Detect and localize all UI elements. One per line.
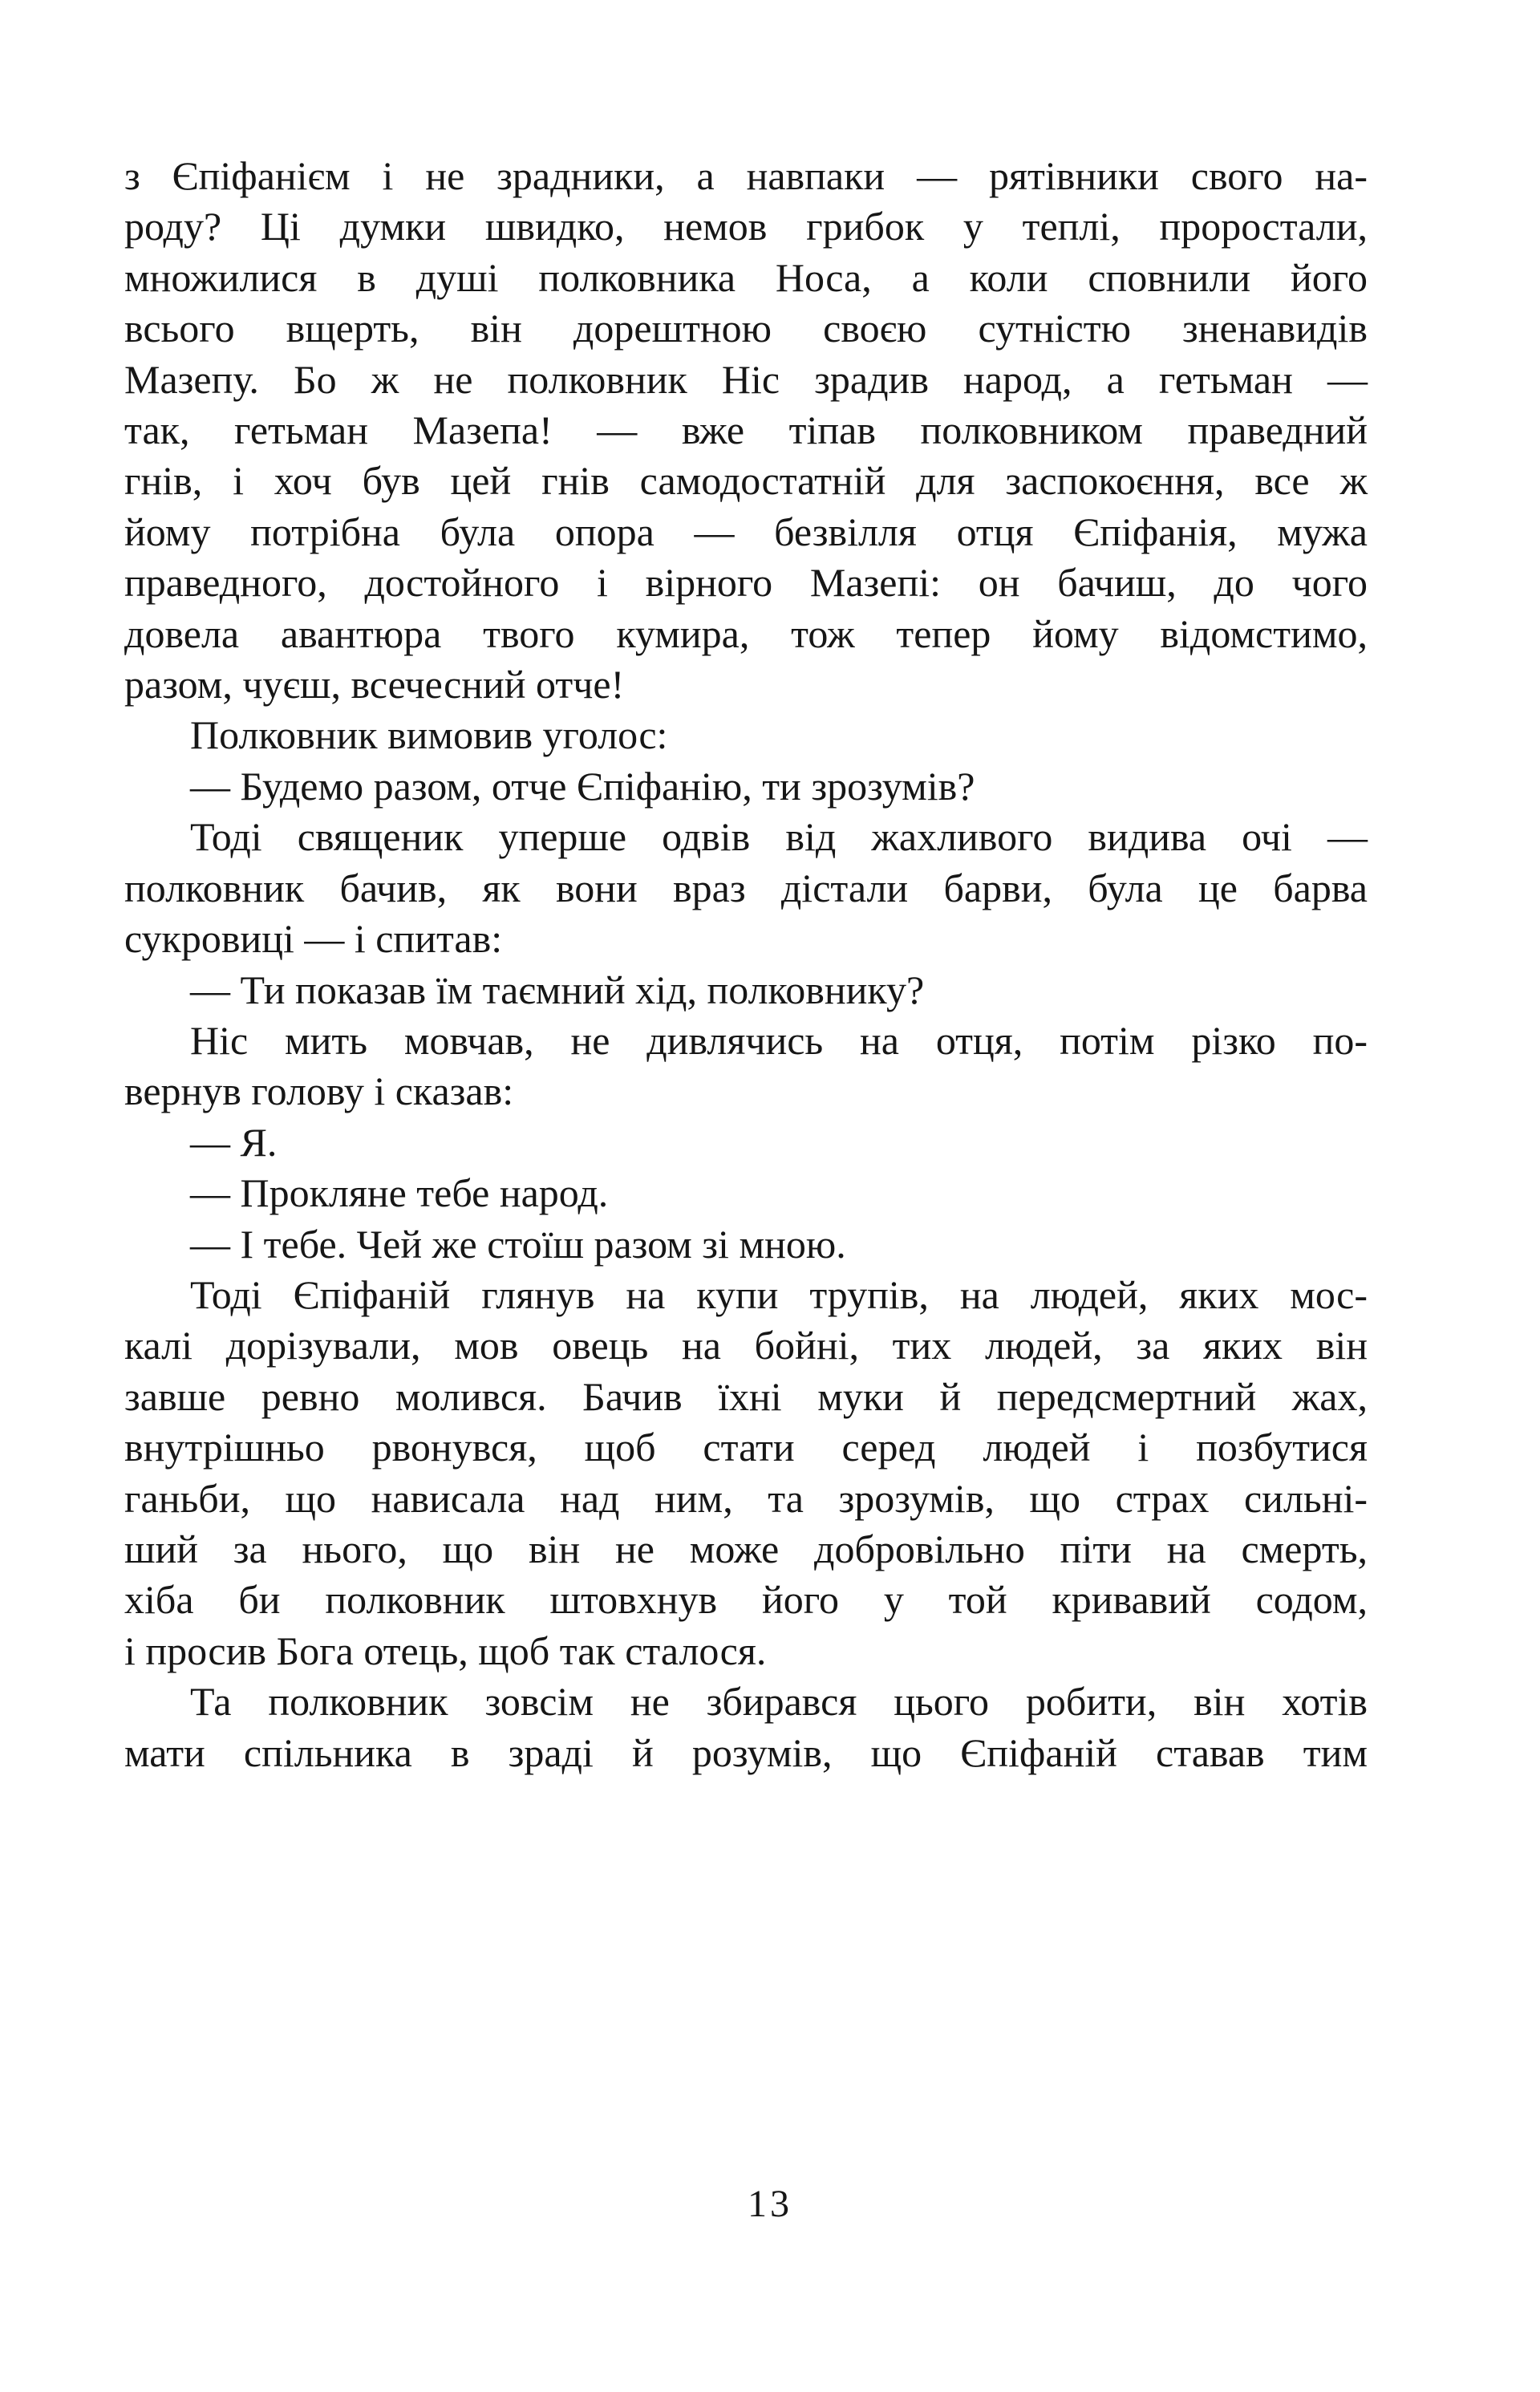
text-line: ганьби, що нависала над ним, та зрозумів, що страх сильні- [124, 1475, 1368, 1521]
dialogue-line [124, 761, 1368, 812]
text-line: йому потрібна була опора — безвілля отця Єпіфанія, мужа [124, 509, 1368, 554]
page-number: 13 [748, 2183, 792, 2225]
paragraph [124, 812, 1368, 964]
paragraph [124, 1270, 1368, 1676]
dialogue-line [124, 1219, 1368, 1270]
text-line: Полковник вимовив уголос: [190, 712, 668, 758]
text-line: Тоді Єпіфаній глянув на купи трупів, на людей, яких мос- [190, 1271, 1368, 1317]
text-line: калі дорізували, мов овець на бойні, тих людей, за яких він [124, 1323, 1368, 1368]
text-line: з Єпіфанієм і не зрадники, а навпаки — рятівники свого на- [124, 153, 1368, 198]
text-line: — Будемо разом, отче Єпіфанію, ти зрозумів? [190, 763, 975, 809]
text-line: — Прокляне тебе народ. [190, 1170, 609, 1216]
dialogue-line [124, 1168, 1368, 1218]
text-line: Тоді священик уперше одвів від жахливого видива очі — [190, 814, 1368, 860]
text-line: так, гетьман Мазепа! — вже тіпав полковником праведний [124, 407, 1368, 453]
text-line: ший за нього, що він не може добровільно піти на смерть, [124, 1526, 1368, 1571]
dialogue-line [124, 965, 1368, 1016]
text-line: гнів, і хоч був цей гнів самодостатній для заспокоєння, все ж [124, 458, 1368, 504]
text-line: — І тебе. Чей же стоїш разом зі мною. [190, 1221, 846, 1267]
text-line: — Ти показав їм таємний хід, полковнику? [190, 967, 925, 1012]
body-text [124, 151, 1368, 1778]
text-line: всього вщерть, він дорештною своєю сутністю зненавидів [124, 306, 1368, 351]
text-line: хіба би полковник штовхнув його у той кривавий содом, [124, 1577, 1368, 1623]
paragraph [124, 1676, 1368, 1778]
text-line: завше ревно молився. Бачив їхні муки й передсмертний жах, [124, 1373, 1368, 1419]
dialogue-line [124, 1117, 1368, 1168]
text-line: і просив Бога отець, щоб так сталося. [124, 1628, 767, 1673]
text-line: мати спільника в зраді й розумів, що Єпіфаній ставав тим [124, 1729, 1368, 1775]
text-line: довела авантюра твого кумира, тож тепер йому відомстимо, [124, 610, 1368, 656]
paragraph [124, 1016, 1368, 1117]
text-line: Мазепу. Бо ж не полковник Ніс зрадив народ, а гетьман — [124, 356, 1368, 402]
text-line: — Я. [190, 1119, 278, 1165]
text-line: праведного, достойного і вірного Мазепі: он бачиш, до чого [124, 560, 1368, 606]
text-line: Ніс мить мовчав, не дивлячись на отця, потім різко по- [190, 1017, 1368, 1063]
text-line: сукровиці — і спитав: [124, 916, 503, 962]
paragraph [124, 710, 1368, 760]
text-line: вернув голову і сказав: [124, 1068, 514, 1114]
text-line: Та полковник зовсім не збирався цього робити, він хотів [190, 1679, 1368, 1725]
paragraph [124, 151, 1368, 710]
text-line: множилися в душі полковника Носа, а коли сповнили його [124, 254, 1368, 300]
text-line: разом, чуєш, всечесний отче! [124, 662, 625, 707]
text-line: полковник бачив, як вони враз дістали барви, була це барва [124, 865, 1368, 910]
text-line: внутрішньо рвонувся, щоб стати серед людей і позбутися [124, 1425, 1368, 1470]
text-line: роду? Ці думки швидко, немов грибок у теплі, проростали, [124, 204, 1368, 249]
